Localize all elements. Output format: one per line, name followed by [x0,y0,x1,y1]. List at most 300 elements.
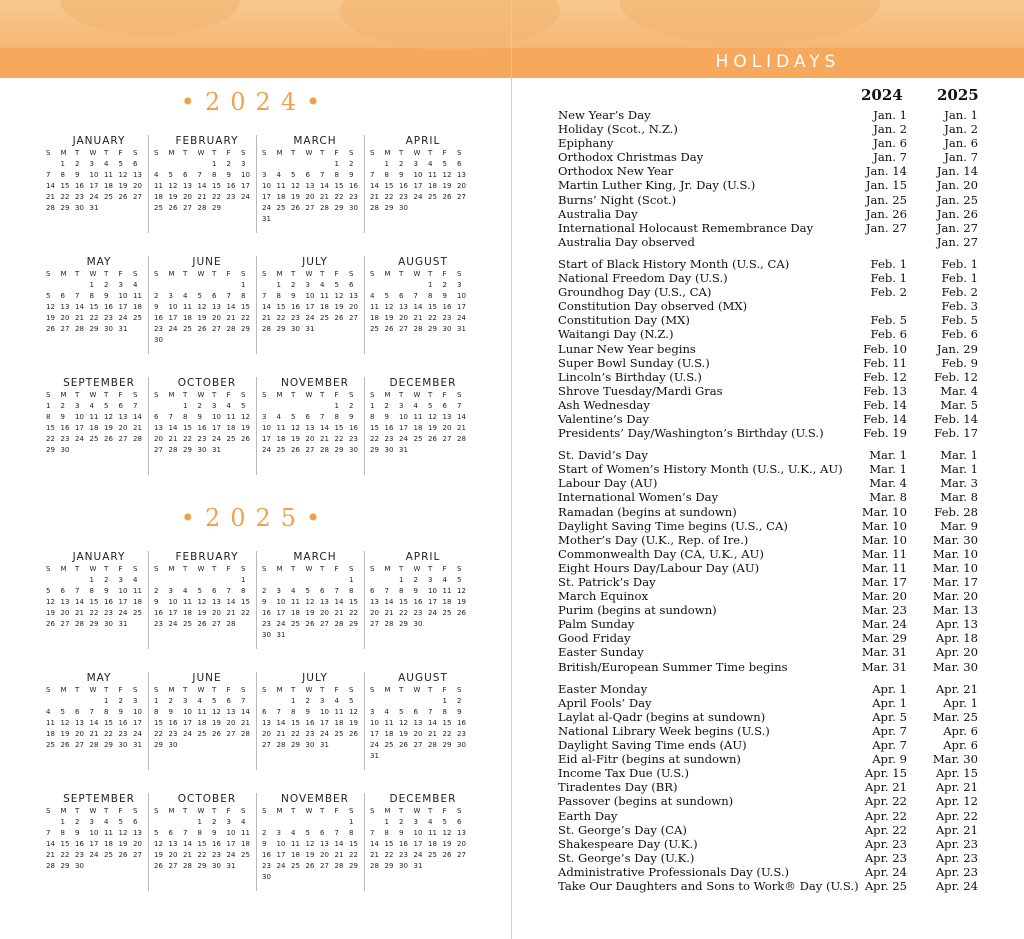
day-cell: 11 [413,413,423,421]
week-row [262,850,368,861]
holiday-date-2024: Feb. 13 [863,383,907,398]
day-cell: 13 [212,303,221,311]
day-cell: 26 [168,204,178,212]
day-cell: 11 [428,171,437,179]
month-name: JUNE [192,672,222,684]
week-row [154,302,260,313]
holiday-name: Palm Sunday [558,617,635,632]
day-cell: 26 [104,435,113,443]
day-cell: 20 [60,609,70,617]
day-cell: 21 [226,609,236,617]
day-cell [46,817,61,828]
day-cell [227,203,242,214]
holiday-date-2024: Apr. 22 [864,794,907,809]
day-cell [241,740,256,751]
weekday-label: F [226,807,231,815]
day-cell: 16 [75,840,84,848]
day-cell: 5 [291,171,296,179]
weekday-header [370,564,476,575]
day-cell: 17 [276,609,286,617]
day-cell: 12 [154,840,163,848]
weekday-label: F [442,391,447,399]
weekday-label: S [370,149,375,157]
day-cell: 13 [168,840,178,848]
week-row [262,423,368,434]
day-cell: 20 [305,435,315,443]
holiday-date-2024: Jan. 1 [873,108,907,122]
day-cell [291,575,306,586]
day-cell: 5 [197,292,202,300]
day-cell: 7 [334,587,339,595]
day-cell: 30 [104,620,113,628]
weekday-label: T [428,565,433,573]
day-cell [198,575,213,586]
week-row [262,291,368,302]
day-cell: 15 [442,719,452,727]
day-cell: 29 [291,741,300,749]
day-cell: 2 [75,818,80,826]
day-cell: 8 [197,829,202,837]
weekday-label: W [413,270,421,278]
week-row [262,445,368,456]
day-cell: 2 [399,160,404,168]
day-cell: 15 [212,182,221,190]
weekday-label: S [133,391,138,399]
weekday-header [154,390,260,401]
weekday-label: S [46,807,51,815]
day-cell: 9 [457,708,462,716]
day-cell: 1 [334,402,339,410]
day-cell: 10 [457,292,466,300]
day-cell: 19 [442,182,452,190]
day-cell: 20 [399,314,408,322]
day-cell: 15 [291,719,300,727]
day-cell: 27 [349,314,358,322]
day-cell: 21 [197,193,207,201]
day-cell: 28 [334,862,344,870]
day-cell: 6 [399,292,404,300]
holiday-row [558,448,978,462]
holiday-row [558,490,978,504]
day-cell: 27 [133,193,142,201]
day-cell: 12 [399,719,408,727]
day-cell: 28 [75,325,84,333]
day-cell: 8 [89,587,94,595]
day-cell: 12 [241,413,250,421]
day-cell: 14 [457,413,466,421]
day-cell: 16 [305,719,315,727]
day-cell: 7 [226,587,231,595]
month-calendar [368,793,476,914]
day-cell: 25 [226,435,236,443]
weekday-label: W [305,686,313,694]
day-cell: 26 [46,325,55,333]
day-cell: 5 [168,171,173,179]
week-row [262,434,368,445]
holiday-date-2024: Feb. 6 [870,327,907,342]
week-row [262,619,368,630]
day-cell: 26 [349,730,358,738]
day-cell: 9 [305,708,310,716]
day-cell: 23 [118,730,128,738]
holiday-date-2024: Mar. 1 [869,462,907,477]
day-cell: 1 [197,818,202,826]
weekday-label: F [226,149,231,157]
weekday-label: S [370,391,375,399]
weekday-header [154,564,260,575]
day-cell: 31 [399,446,408,454]
week-row [154,817,260,828]
day-cell [320,159,335,170]
month-calendar [260,135,368,256]
day-cell [370,280,385,291]
day-cell [183,280,198,291]
weekday-label: S [154,807,159,815]
week-row [154,181,260,192]
day-cell: 30 [384,446,394,454]
year-title-2025: •2025• [180,504,331,532]
holiday-date-2024: Apr. 9 [872,752,907,767]
weekday-label: F [226,565,231,573]
day-cell: 18 [384,730,394,738]
weekday-label: S [133,807,138,815]
day-cell: 29 [349,620,358,628]
day-cell: 27 [305,446,315,454]
day-cell [241,861,256,872]
week-row [154,203,260,214]
day-cell: 3 [262,171,267,179]
day-cell: 23 [442,314,452,322]
day-cell: 16 [349,424,358,432]
day-cell: 1 [276,281,281,289]
weekday-label: T [104,807,109,815]
week-row [262,192,368,203]
day-cell: 8 [104,708,109,716]
day-cell: 15 [241,598,250,606]
year-label: 2024 [204,88,307,116]
day-cell: 12 [334,292,344,300]
day-cell: 18 [291,851,300,859]
day-cell: 22 [241,609,250,617]
day-cell [90,445,105,456]
day-cell [320,214,335,225]
day-cell: 13 [262,719,271,727]
weekday-label: F [226,686,231,694]
day-cell [335,872,350,883]
day-cell: 10 [89,829,99,837]
day-cell: 12 [118,829,128,837]
day-cell: 26 [154,862,163,870]
week-row [370,423,476,434]
day-cell: 27 [413,741,423,749]
weekday-header [262,148,368,159]
day-cell: 1 [241,576,246,584]
day-cell: 9 [168,708,173,716]
day-cell: 3 [133,697,138,705]
day-cell: 10 [118,292,128,300]
month-calendar [368,377,476,498]
day-cell: 21 [334,851,344,859]
day-cell: 27 [168,862,178,870]
day-cell: 20 [212,609,221,617]
day-cell: 2 [104,281,109,289]
weekday-label: S [262,565,267,573]
week-row [370,707,476,718]
day-cell: 25 [197,730,207,738]
holiday-date-2024: Mar. 23 [861,603,907,618]
month-calendar [368,135,476,256]
week-row [262,401,368,412]
weekday-label: M [168,391,175,399]
day-cell: 27 [60,325,70,333]
day-cell: 19 [457,598,466,606]
day-cell: 15 [384,182,394,190]
day-cell: 5 [241,402,246,410]
day-cell: 12 [428,413,437,421]
holiday-date-2024: Mar. 29 [861,631,907,646]
holiday-row [558,780,978,794]
day-cell: 16 [262,851,271,859]
weekday-label: T [428,391,433,399]
week-row [370,324,476,335]
holiday-date-2025: Apr. 21 [935,681,978,696]
day-cell: 4 [291,587,296,595]
day-cell: 23 [60,435,70,443]
day-cell: 31 [320,741,329,749]
month-calendar [44,377,152,498]
day-cell: 12 [305,840,315,848]
day-cell: 15 [46,424,55,432]
week-row [46,861,152,872]
day-cell: 21 [75,314,84,322]
day-cell: 11 [133,587,142,595]
week-row [262,707,368,718]
month-name: APRIL [405,135,441,147]
day-cell: 12 [60,719,70,727]
day-cell: 28 [457,435,466,443]
holiday-name: Orthodox New Year [558,164,674,179]
day-cell: 17 [413,182,423,190]
holiday-date-2025: Apr. 20 [935,645,978,660]
holiday-row [558,136,978,150]
weekday-label: F [118,686,123,694]
holiday-row [558,519,978,533]
day-cell: 7 [370,171,375,179]
day-cell: 27 [118,435,128,443]
day-cell: 21 [384,609,394,617]
day-cell: 7 [183,829,188,837]
day-cell: 16 [262,609,271,617]
day-cell: 18 [104,840,113,848]
weekday-header [46,390,152,401]
week-row [46,619,152,630]
day-cell: 27 [457,851,466,859]
week-row [154,401,260,412]
day-cell: 30 [60,446,70,454]
day-cell: 18 [46,730,55,738]
day-cell: 13 [133,829,142,837]
holiday-name: Daylight Saving Time ends (AU) [558,738,747,753]
day-cell: 1 [370,402,375,410]
holiday-row [558,327,978,341]
week-row [262,861,368,872]
weekday-label: W [305,270,313,278]
day-cell: 19 [349,719,358,727]
day-cell [306,214,321,225]
day-cell: 22 [334,193,344,201]
day-cell: 5 [305,587,310,595]
day-cell: 30 [197,446,207,454]
day-cell: 6 [457,818,462,826]
week-row [46,203,152,214]
month-calendar [152,793,260,914]
weekday-label: W [197,686,205,694]
day-cell: 10 [413,171,423,179]
day-cell: 23 [305,730,315,738]
weekday-label: W [89,270,97,278]
day-cell [169,159,184,170]
year-title-2024: •2024• [180,88,331,116]
day-cell: 2 [226,160,231,168]
day-cell: 11 [226,413,236,421]
day-cell: 7 [46,829,51,837]
day-cell: 1 [241,281,246,289]
day-cell: 28 [241,730,250,738]
day-cell: 23 [262,620,271,628]
day-cell [169,280,184,291]
day-cell: 21 [241,719,250,727]
weekday-label: S [241,565,246,573]
day-cell: 10 [262,424,271,432]
day-cell [90,696,105,707]
weekday-label: W [197,807,205,815]
day-cell: 28 [320,446,329,454]
day-cell: 25 [413,435,423,443]
weekday-label: S [133,270,138,278]
day-cell: 12 [291,182,300,190]
week-row [370,302,476,313]
day-cell: 22 [154,730,163,738]
holiday-name: Start of Black History Month (U.S., CA) [558,256,790,271]
holiday-date-2025: Jan. 27 [936,234,978,249]
week-row [154,608,260,619]
day-cell: 20 [370,609,379,617]
day-cell: 2 [262,829,267,837]
holiday-name: Daylight Saving Time begins (U.S., CA) [558,518,788,533]
day-cell: 28 [226,325,236,333]
holiday-date-2024: Apr. 5 [872,709,907,724]
day-cell: 11 [104,829,113,837]
day-cell: 23 [104,609,113,617]
holiday-name: Groundhog Day (U.S., CA) [558,285,712,300]
day-cell: 26 [118,851,128,859]
day-cell: 28 [133,435,142,443]
day-cell: 24 [413,193,423,201]
day-cell [457,619,472,630]
day-cell: 15 [384,840,394,848]
day-cell [241,445,256,456]
holiday-name: Waitangi Day (N.Z.) [558,327,674,342]
weekday-label: W [413,686,421,694]
day-cell: 22 [349,609,358,617]
day-cell: 18 [104,182,113,190]
day-cell: 3 [399,402,404,410]
day-cell: 19 [197,609,207,617]
day-cell: 9 [226,171,231,179]
day-cell: 22 [399,609,408,617]
day-cell: 15 [276,303,286,311]
holiday-date-2025: Jan. 1 [944,108,978,122]
weekday-label: S [154,565,159,573]
day-cell: 14 [226,303,236,311]
day-cell [370,575,385,586]
day-cell: 10 [276,598,286,606]
day-cell: 22 [104,730,113,738]
day-cell [262,817,277,828]
holiday-date-2024: Mar. 20 [861,589,907,604]
day-cell: 15 [334,182,344,190]
week-row [46,718,152,729]
day-cell [320,401,335,412]
day-cell [262,575,277,586]
day-cell: 13 [212,598,221,606]
day-cell: 31 [276,631,286,639]
holiday-date-2024: Apr. 15 [864,766,907,781]
weekday-label: W [305,807,313,815]
day-cell: 26 [384,325,394,333]
day-cell: 11 [291,840,300,848]
day-cell: 11 [241,829,250,837]
day-cell: 2 [349,402,354,410]
right-page-holidays [512,0,1024,939]
day-cell: 16 [413,598,423,606]
holiday-name: Shrove Tuesday/Mardi Gras [558,383,723,398]
day-cell: 12 [197,598,207,606]
day-cell: 28 [370,862,379,870]
day-cell: 19 [291,435,300,443]
weekday-label: T [291,565,296,573]
day-cell: 22 [89,314,99,322]
day-cell: 13 [399,303,408,311]
day-cell: 7 [89,708,94,716]
day-cell: 7 [428,708,433,716]
day-cell: 20 [212,314,221,322]
day-cell: 16 [197,424,207,432]
week-row [154,313,260,324]
week-row [262,203,368,214]
day-cell: 10 [428,587,437,595]
holiday-date-2024: Apr. 23 [864,836,907,851]
calendar-grid-2025 [44,551,474,914]
day-cell [457,203,472,214]
holiday-date-2025: Mar. 10 [932,546,978,561]
holiday-date-2024: Feb. 19 [863,426,907,441]
day-cell [133,445,148,456]
day-cell: 23 [168,730,178,738]
holiday-date-2024: Mar. 1 [869,448,907,463]
day-cell [370,817,385,828]
day-cell [349,214,364,225]
holiday-date-2024: Apr. 22 [864,808,907,823]
calendar-grid-2024 [44,135,474,498]
day-cell: 22 [183,435,192,443]
month-name: OCTOBER [177,793,237,805]
holiday-date-2024: Mar. 31 [861,659,907,674]
day-cell: 5 [46,292,51,300]
day-cell: 16 [226,182,236,190]
holiday-name: National Freedom Day (U.S.) [558,271,728,286]
month-calendar [44,672,152,793]
